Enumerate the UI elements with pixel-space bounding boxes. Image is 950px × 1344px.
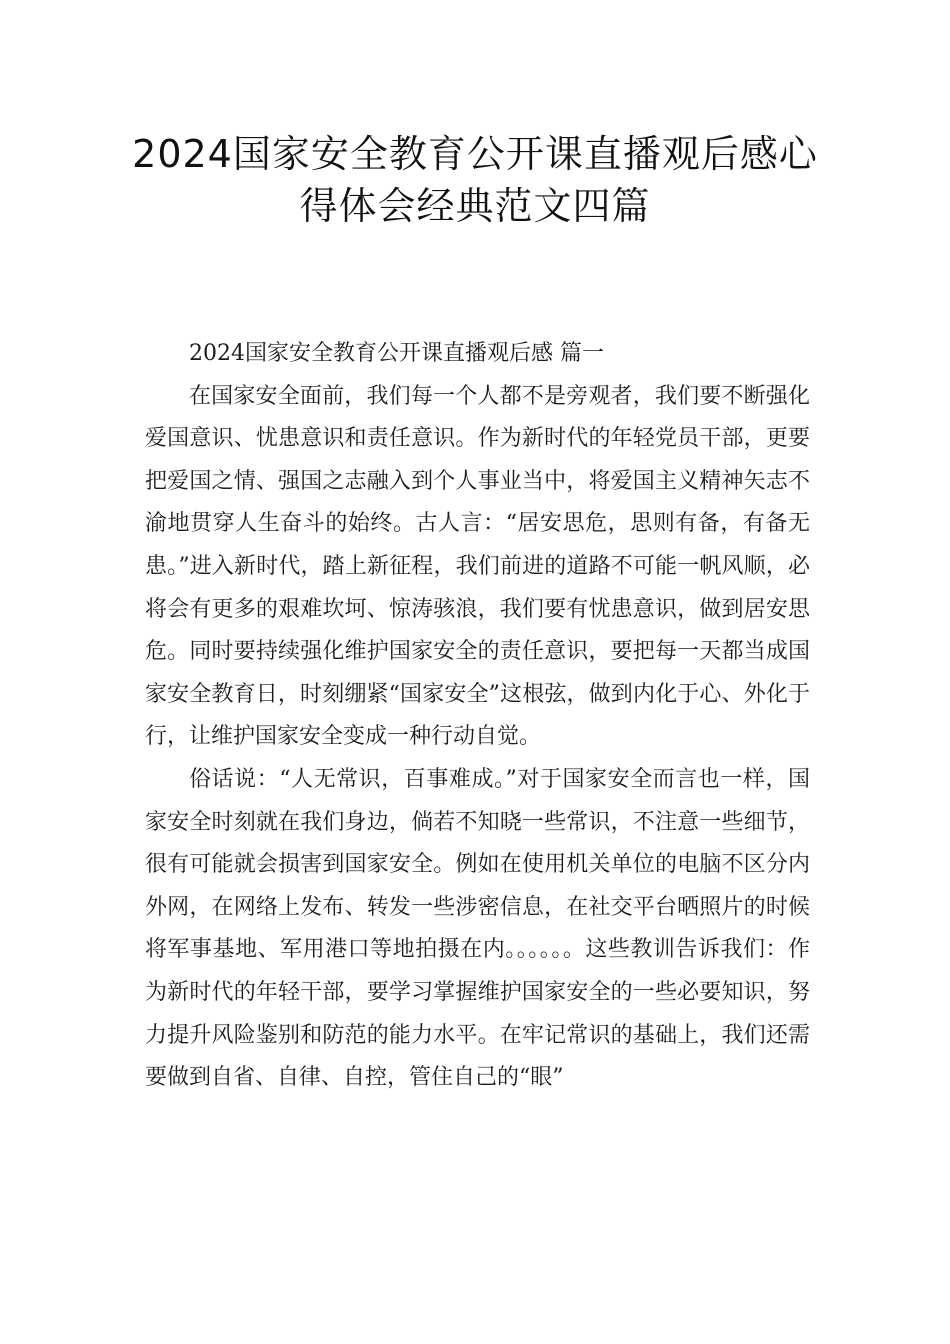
document-title (100, 128, 850, 232)
section-heading: 2024国家安全教育公开课直播观后感 篇一 (189, 341, 604, 366)
paragraph-2: 俗话说：“人无常识，百事难成。”对于国家安全而言也一样，国家安全时刻就在我们身边，倘若不知晓一些常识，不注意一些细节，很有可能就会损害到国家安全。例如在使用机关单位的电脑不区分内外网，在网络上发布、转发一些涉密信息，在社交平台晒照片的时候将军事基地、军用港口等地拍摄在内。。。。。。这些教训告诉我们：作为新时代的年轻干部，要学习掌握维护国家安全的一些必要知识，努力提升风险鉴别和防范的能力水平。在牢记常识的基础上，我们还需要做到自省、自律、自控，管住自己的“眼” (145, 766, 810, 1091)
document-body (145, 333, 810, 1100)
title-line-1: 2024国家安全教育公开课直播观后感心 (132, 132, 818, 176)
title-line-2: 得体会经典范文四篇 (299, 184, 651, 228)
paragraph-1: 在国家安全面前，我们每一个人都不是旁观者，我们要不断强化爱国意识、忧患意识和责任意识。作为新时代的年轻党员干部，更要把爱国之情、强国之志融入到个人事业当中，将爱国主义精神矢志不渝地贯穿人生奋斗的始终。古人言：“居安思危，思则有备，有备无患。”进入新时代，踏上新征程，我们前进的道路不可能一帆风顺，必将会有更多的艰难坎坷、惊涛骇浪，我们要有忧患意识，做到居安思危。同时要持续强化维护国家安全的责任意识，要把每一天都当成国家安全教育日，时刻绷紧“国家安全”这根弦，做到内化于心、外化于行，让维护国家安全变成一种行动自觉。 (145, 383, 810, 750)
